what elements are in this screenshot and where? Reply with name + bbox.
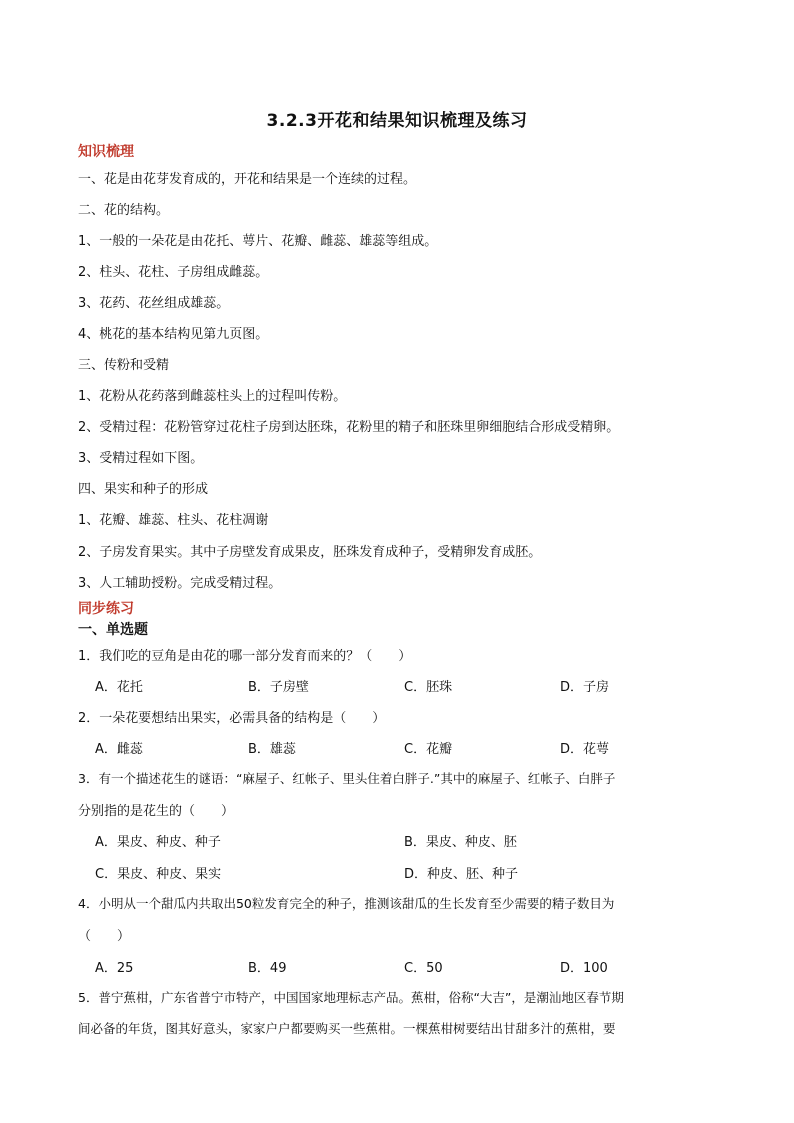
option-c: C．胚珠 bbox=[404, 680, 453, 695]
option-b: B．雄蕊 bbox=[248, 742, 296, 757]
knowledge-line: 4、桃花的基本结构见第九页图。 bbox=[78, 327, 269, 342]
option-d: D．100 bbox=[560, 961, 608, 976]
option-d: D．子房 bbox=[560, 680, 610, 695]
knowledge-line: 2、柱头、花柱、子房组成雌蕊。 bbox=[78, 265, 269, 280]
question-stem: 1．我们吃的豆角是由花的哪一部分发育而来的？（ ） bbox=[78, 649, 412, 664]
practice-header: 同步练习 bbox=[78, 601, 134, 617]
section-heading: 一、单选题 bbox=[78, 622, 148, 638]
knowledge-line: 3、受精过程如下图。 bbox=[78, 451, 204, 466]
knowledge-line: 一、花是由花芽发育成的，开花和结果是一个连续的过程。 bbox=[78, 172, 417, 187]
question-stem: 5．普宁蕉柑，广东省普宁市特产，中国国家地理标志产品。蕉柑，俗称“大吉”，是潮汕地区春节期 bbox=[78, 990, 624, 1005]
option-a: A．果皮、种皮、种子 bbox=[95, 835, 221, 850]
knowledge-line: 3、人工辅助授粉。完成受精过程。 bbox=[78, 576, 282, 591]
option-d: D．种皮、胚、种子 bbox=[404, 867, 519, 882]
knowledge-line: 2、子房发育果实。其中子房壁发育成果皮，胚珠发育成种子，受精卵发育成胚。 bbox=[78, 545, 542, 560]
knowledge-line: 四、果实和种子的形成 bbox=[78, 482, 209, 497]
option-c: C．果皮、种皮、果实 bbox=[95, 867, 222, 882]
knowledge-line: 2、受精过程：花粉管穿过花柱子房到达胚珠，花粉里的精子和胚珠里卵细胞结合形成受精卵。 bbox=[78, 420, 620, 435]
option-a: A．25 bbox=[95, 961, 134, 976]
option-c: C．花瓣 bbox=[404, 742, 453, 757]
question-stem: 4．小明从一个甜瓜内共取出50粒发育完全的种子，推测该甜瓜的生长发育至少需要的精子数目为 bbox=[78, 896, 615, 911]
option-b: B．子房壁 bbox=[248, 680, 309, 695]
question-stem: 3．有一个描述花生的谜语：“麻屋子、红帐子、里头住着白胖子.”其中的麻屋子、红帐子、白胖子 bbox=[78, 771, 616, 786]
knowledge-header: 知识梳理 bbox=[78, 144, 134, 160]
question-stem-cont: （ ） bbox=[78, 929, 131, 944]
question-stem-cont: 间必备的年货，图其好意头，家家户户都要购买一些蕉柑。一棵蕉柑树要结出甘甜多汁的蕉柑，要 bbox=[78, 1021, 616, 1036]
option-a: A．花托 bbox=[95, 680, 143, 695]
knowledge-line: 1、花粉从花药落到雌蕊柱头上的过程叫传粉。 bbox=[78, 389, 347, 404]
question-stem: 2．一朵花要想结出果实，必需具备的结构是（ ） bbox=[78, 711, 386, 726]
knowledge-line: 3、花药、花丝组成雄蕊。 bbox=[78, 296, 230, 311]
option-c: C．50 bbox=[404, 961, 443, 976]
knowledge-line: 1、花瓣、雄蕊、柱头、花柱凋谢 bbox=[78, 513, 269, 528]
option-d: D．花萼 bbox=[560, 742, 610, 757]
option-b: B．果皮、种皮、胚 bbox=[404, 835, 517, 850]
option-a: A．雌蕊 bbox=[95, 742, 143, 757]
knowledge-line: 二、花的结构。 bbox=[78, 203, 170, 218]
knowledge-line: 1、一般的一朵花是由花托、萼片、花瓣、雌蕊、雄蕊等组成。 bbox=[78, 234, 438, 249]
option-b: B．49 bbox=[248, 961, 287, 976]
page-title: 3.2.3开花和结果知识梳理及练习 bbox=[266, 111, 528, 131]
question-stem-cont: 分别指的是花生的（ ） bbox=[78, 804, 235, 819]
knowledge-line: 三、传粉和受精 bbox=[78, 358, 170, 373]
